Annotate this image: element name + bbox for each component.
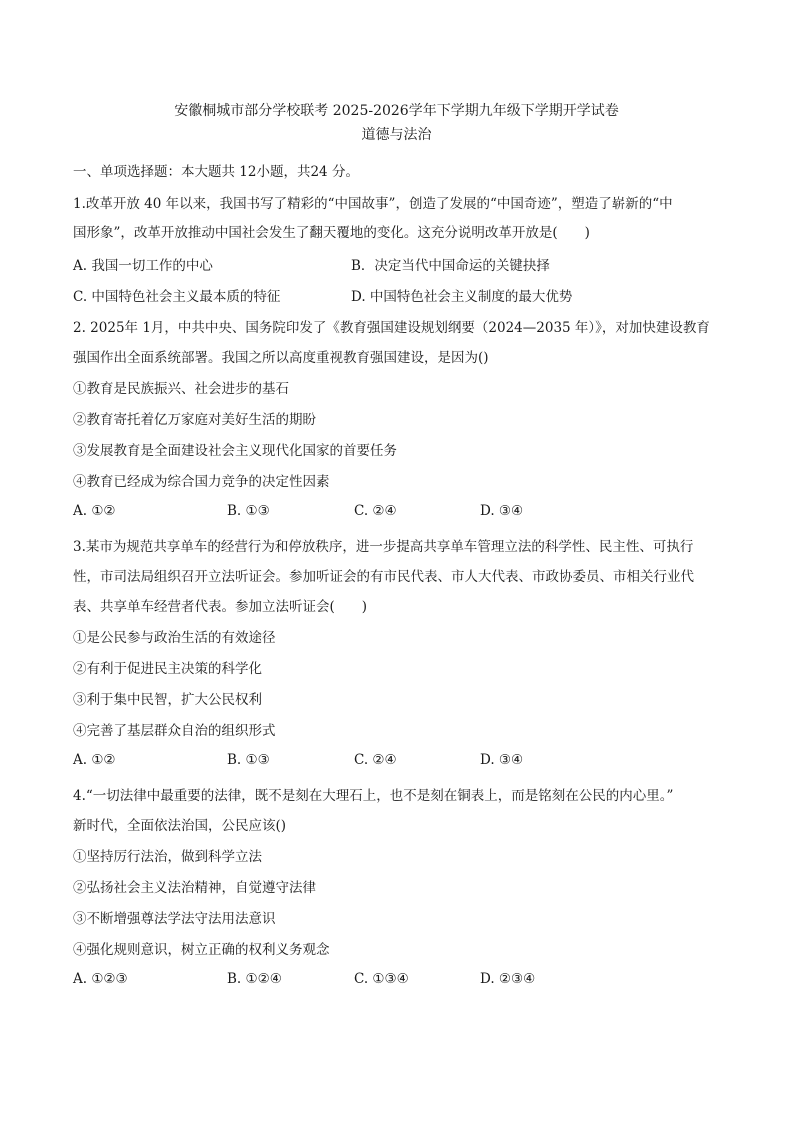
statement-item: ④教育已经成为综合国力竞争的决定性因素: [73, 474, 330, 490]
question-stem-line: 表、共享单车经营者代表。参加立法听证会( ): [73, 599, 368, 615]
question-stem-line: 性，市司法局组织召开立法听证会。参加听证会的有市民代表、市人大代表、市政协委员、市相关行业代: [73, 569, 694, 585]
option-a: A. ①②: [73, 752, 116, 768]
question-stem-line: 新时代，全面依法治国，公民应该(): [73, 818, 287, 834]
exam-title: 安徽桐城市部分学校联考 2025-2026学年下学期九年级下学期开学试卷: [174, 103, 619, 119]
statement-item: ④强化规则意识，树立正确的权利义务观念: [73, 942, 330, 958]
statement-item: ③利于集中民智，扩大公民权利: [73, 692, 262, 708]
option-d: D. ②③④: [480, 971, 536, 987]
statement-item: ④完善了基层群众自治的组织形式: [73, 723, 276, 739]
option-b: B．决定当代中国命运的关键抉择: [351, 258, 550, 274]
statement-item: ①坚持厉行法治，做到科学立法: [73, 849, 262, 865]
section-heading: 一、单项选择题：本大题共 12小题，共24 分。: [73, 164, 359, 180]
exam-subject: 道德与法治: [361, 127, 432, 143]
statement-item: ③不断增强尊法学法守法用法意识: [73, 911, 276, 927]
option-b: B. ①③: [227, 503, 270, 519]
option-d: D. ③④: [480, 503, 524, 519]
option-a: A. 我国一切工作的中心: [73, 258, 213, 274]
statement-item: ①教育是民族振兴、社会进步的基石: [73, 381, 289, 397]
option-b: B. ①③: [227, 752, 270, 768]
option-a: A. ①②③: [73, 971, 128, 987]
statement-item: ③发展教育是全面建设社会主义现代化国家的首要任务: [73, 443, 397, 459]
option-a: A. ①②: [73, 503, 116, 519]
option-b: B. ①②④: [227, 971, 282, 987]
statement-item: ②弘扬社会主义法治精神，自觉遵守法律: [73, 880, 316, 896]
question-stem-line: 2. 2025年 1月，中共中央、国务院印发了《教育强国建设规划纲要（2024—2035 年）》，对加快建设教育: [73, 320, 710, 336]
option-c: C. ②④: [354, 503, 397, 519]
question-stem-line: 4.“一切法律中最重要的法律，既不是刻在大理石上，也不是刻在铜表上，而是铭刻在公民的内心里。”: [73, 788, 674, 804]
option-d: D. ③④: [480, 752, 524, 768]
statement-item: ②教育寄托着亿万家庭对美好生活的期盼: [73, 412, 316, 428]
statement-item: ①是公民参与政治生活的有效途径: [73, 630, 276, 646]
question-stem-line: 国形象”，改革开放推动中国社会发生了翻天覆地的变化。这充分说明改革开放是( ): [73, 225, 590, 241]
question-stem-line: 强国作出全面系统部署。我国之所以高度重视教育强国建设，是因为(): [73, 350, 489, 366]
option-c: C. ①③④: [354, 971, 409, 987]
option-c: C. ②④: [354, 752, 397, 768]
option-c: C. 中国特色社会主义最本质的特征: [73, 289, 281, 305]
statement-item: ②有利于促进民主决策的科学化: [73, 661, 262, 677]
question-stem-line: 3.某市为规范共享单车的经营行为和停放秩序，进一步提高共享单车管理立法的科学性、民主性、可执行: [73, 539, 694, 555]
option-d: D. 中国特色社会主义制度的最大优势: [351, 289, 573, 305]
question-stem-line: 1.改革开放 40 年以来，我国书写了精彩的“中国故事”，创造了发展的“中国奇迹”，塑造了崭新的“中: [73, 196, 673, 212]
